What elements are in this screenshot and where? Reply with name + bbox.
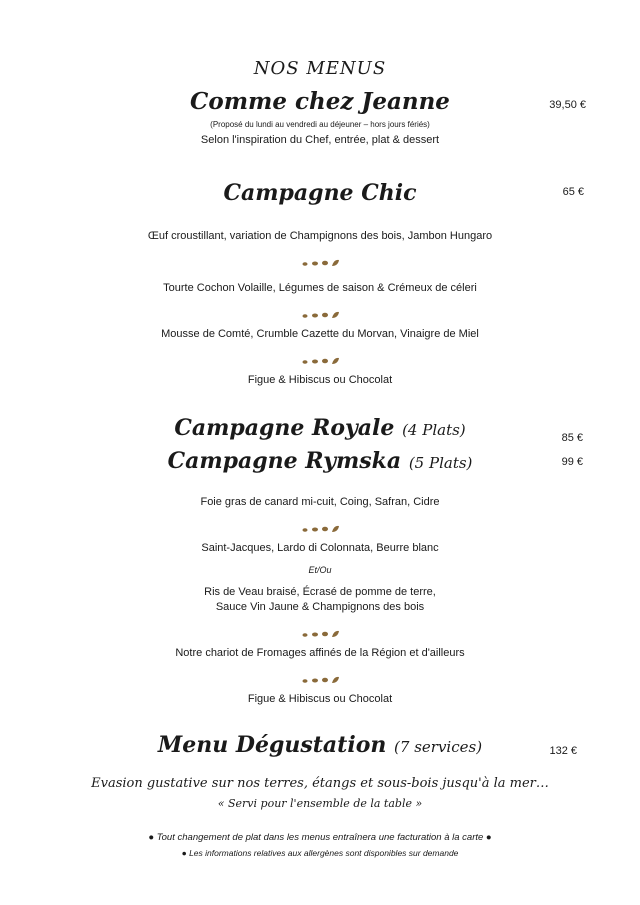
course-item: Œuf croustillant, variation de Champignons des bois, Jambon Hungaro — [147, 230, 493, 242]
course-item: Tourte Cochon Volaille, Légumes de saison & Crémeux de céleri — [163, 282, 477, 294]
menu-price-comme-chez-jeanne: 39,50 € — [549, 99, 586, 111]
course-item: Ris de Veau braisé, Écrasé de pomme de terre, — [204, 586, 436, 598]
course-item: Mousse de Comté, Crumble Cazette du Morvan, Vinaigre de Miel — [161, 328, 479, 340]
menu-tagline: Evasion gustative sur nos terres, étangs et sous-bois jusqu'à la mer… — [91, 776, 549, 791]
course-separator-et-ou: Et/Ou — [308, 565, 332, 575]
course-item: Figue & Hibiscus ou Chocolat — [247, 693, 393, 705]
menu-title-comme-chez-jeanne: Comme chez Jeanne — [190, 88, 450, 115]
menu-served-note: « Servi pour l'ensemble de la table » — [217, 797, 423, 810]
footer-note-changes: ● Tout changement de plat dans les menus entraînera une facturation à la carte ● — [148, 832, 492, 843]
course-item: Saint-Jacques, Lardo di Colonnata, Beurre blanc — [201, 542, 439, 554]
menu-price-campagne-rymska: 99 € — [561, 456, 583, 468]
leaf-ornament-icon — [0, 521, 640, 531]
course-item: Foie gras de canard mi-cuit, Coing, Safran, Cidre — [200, 496, 440, 508]
menu-services-count: (7 services) — [394, 738, 483, 756]
course-item: Notre chariot de Fromages affinés de la Région et d'ailleurs — [175, 647, 465, 659]
menu-price-campagne-chic: 65 € — [562, 186, 584, 198]
leaf-ornament-icon — [0, 626, 640, 636]
course-item: Sauce Vin Jaune & Champignons des bois — [215, 601, 425, 613]
menu-availability-note: (Proposé du lundi au vendredi au déjeuner – hors jours fériés) — [210, 120, 430, 129]
leaf-ornament-icon — [0, 672, 640, 682]
leaf-ornament-icon — [0, 255, 640, 265]
leaf-ornament-icon — [0, 353, 640, 363]
menu-plats-count: (5 Plats) — [408, 454, 473, 472]
menu-price-degustation: 132 € — [549, 745, 577, 757]
menu-plats-count: (4 Plats) — [402, 421, 466, 439]
course-item: Figue & Hibiscus ou Chocolat — [247, 374, 393, 386]
footer-note-allergens: ● Les informations relatives aux allergènes sont disponibles sur demande — [181, 848, 459, 858]
menu-name: Campagne Royale — [174, 415, 395, 441]
menu-name: Campagne Rymska — [167, 448, 402, 474]
menu-name: Menu Dégustation — [157, 732, 387, 758]
page-title: NOS MENUS — [253, 58, 387, 79]
menu-title-campagne-chic: Campagne Chic — [223, 180, 417, 206]
menu-description: Selon l'inspiration du Chef, entrée, plat & dessert — [200, 134, 440, 146]
leaf-ornament-icon — [0, 307, 640, 317]
menu-price-campagne-royale: 85 € — [561, 432, 583, 444]
